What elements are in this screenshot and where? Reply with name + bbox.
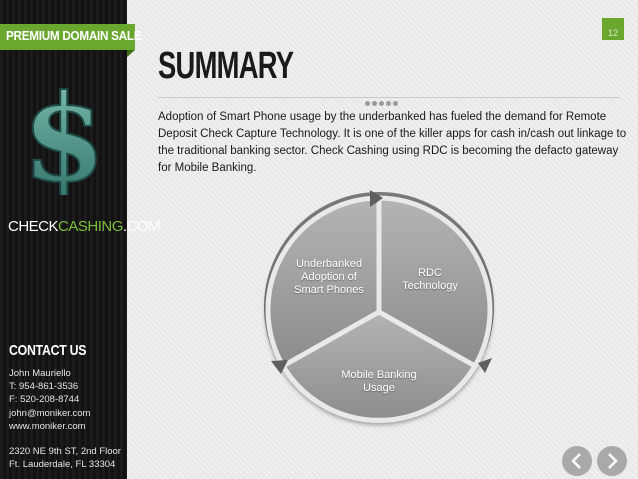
contact-address-line2: Ft. Lauderdale, FL 33304 <box>9 459 116 470</box>
banner-text: PREMIUM DOMAIN SALE <box>6 28 142 43</box>
chevron-right-icon <box>597 446 627 476</box>
slide-body-text: Adoption of Smart Phone usage by the underbanked has fueled the demand for Remote Deposit Check Capture Technology. It is one of the killer apps for cash in/cash out linkage to the traditional banking sector. Check Cashing using RDC is becoming the defacto gateway for Mobile Banking. <box>158 111 627 174</box>
segment-label-underbanked <box>282 258 376 297</box>
segment-label-underbanked-line3: Smart Phones <box>294 284 364 296</box>
brand-part-cashing: CASHING <box>58 218 123 235</box>
segment-label-mobile-line1: Mobile Banking <box>341 369 417 381</box>
chevron-left-icon <box>562 446 592 476</box>
svg-text:$: $ <box>22 80 106 195</box>
segment-label-underbanked-line1: Underbanked <box>295 258 363 270</box>
brand-part-com: .COM <box>122 218 161 235</box>
segment-label-rdc-line2: Technology <box>402 280 458 292</box>
brand-part-check: CHECK <box>8 218 59 235</box>
segment-label-mobile-banking <box>328 369 430 395</box>
segment-label-mobile-line2: Usage <box>363 382 395 394</box>
slide-title: SUMMARY <box>158 45 294 87</box>
contact-fax: F: 520-208-8744 <box>9 394 80 405</box>
contact-website[interactable]: www.moniker.com <box>9 421 86 432</box>
contact-address-line1: 2320 NE 9th ST, 2nd Floor <box>9 446 121 457</box>
contact-email[interactable]: john@moniker.com <box>9 408 91 419</box>
contact-name: John Mauriello <box>9 368 71 379</box>
next-slide-button[interactable] <box>597 446 627 476</box>
contact-heading: CONTACT US <box>9 342 87 359</box>
previous-slide-button[interactable] <box>562 446 592 476</box>
segment-label-rdc-line1: RDC <box>418 267 442 279</box>
page-number: 12 <box>607 28 618 38</box>
segment-label-rdc <box>390 267 470 293</box>
contact-phone: T: 954-861-3536 <box>9 381 79 392</box>
segment-label-underbanked-line2: Adoption of <box>301 271 357 283</box>
